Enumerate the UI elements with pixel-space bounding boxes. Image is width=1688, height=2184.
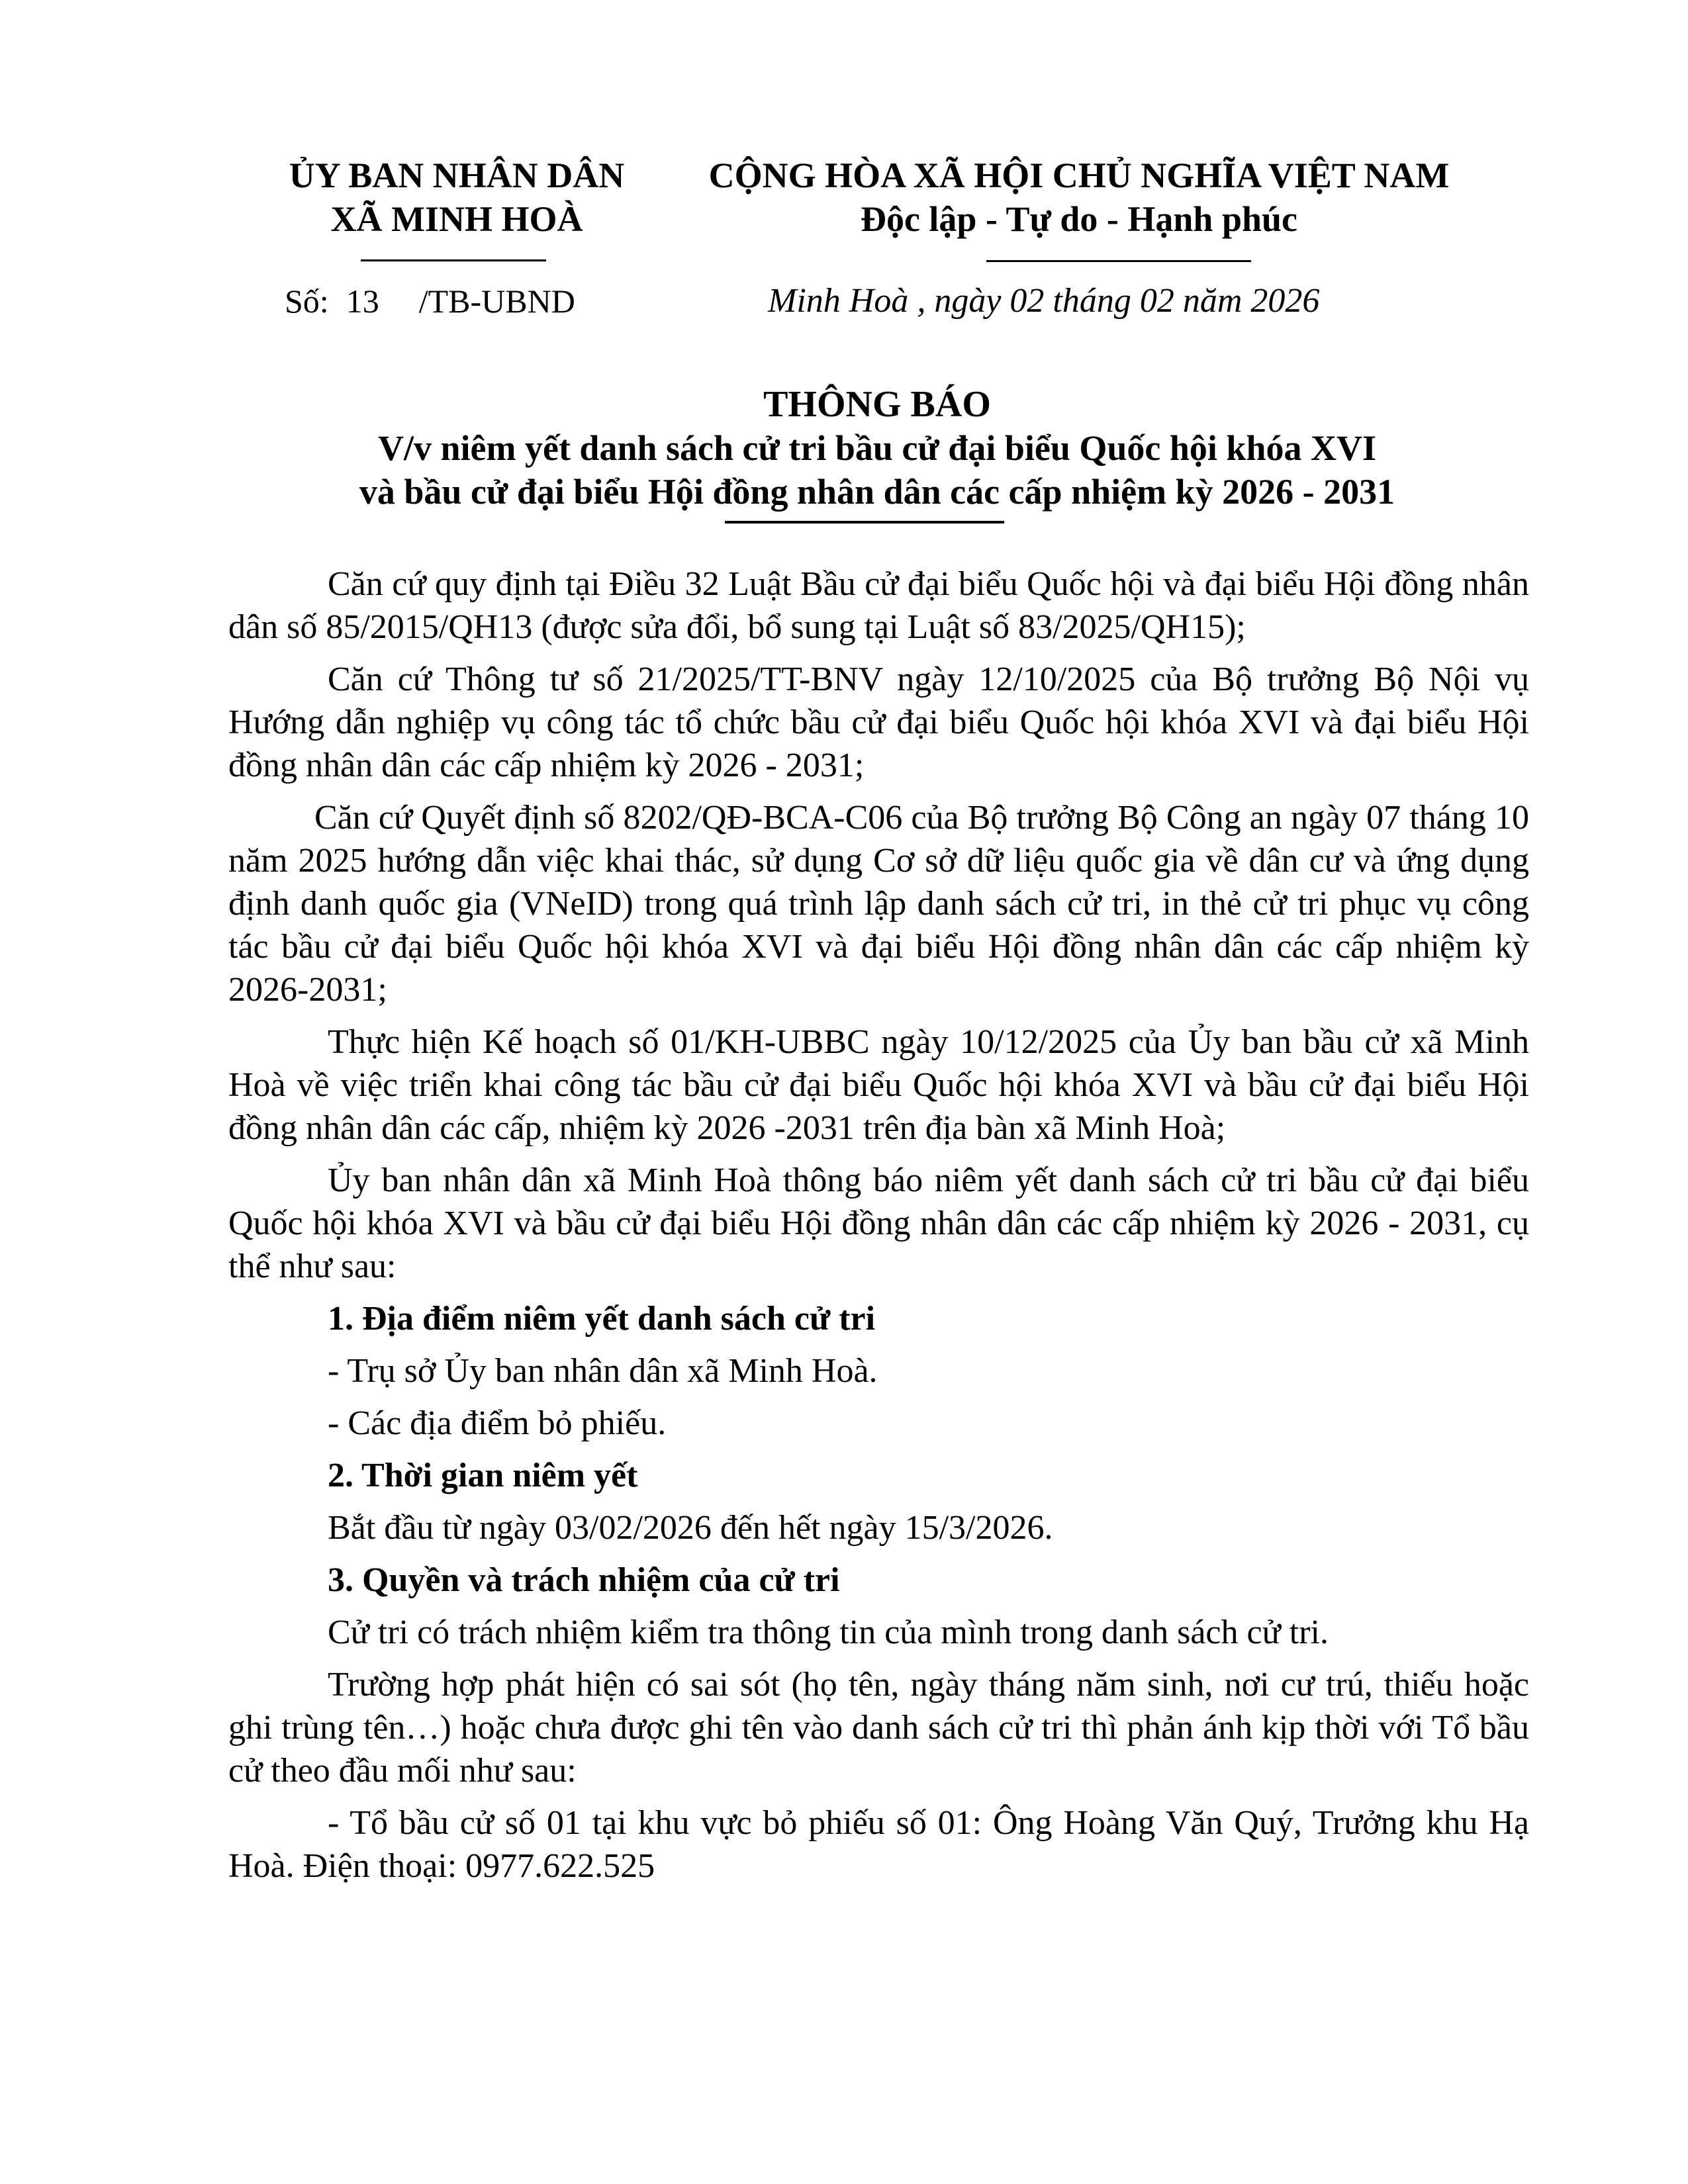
section-heading-posting-time: 2. Thời gian niêm yết <box>328 1457 638 1494</box>
list-item: Cử tri có trách nhiệm kiểm tra thông tin của mình trong danh sách cử tri. <box>328 1614 1329 1651</box>
document-title <box>218 383 1536 514</box>
issuing-authority <box>252 154 662 241</box>
section-heading-voter-rights: 3. Quyền và trách nhiệm của cử tri <box>328 1561 840 1599</box>
list-item: Bắt đầu từ ngày 03/02/2026 đến hết ngày 15/3/2026. <box>328 1509 1053 1547</box>
place-date: Minh Hoà , ngày 02 tháng 02 năm 2026 <box>768 282 1320 320</box>
authority-underline <box>361 259 546 261</box>
document-number-label: Số: <box>285 283 329 320</box>
body-paragraph: Trường hợp phát hiện có sai sót (họ tên, ngày tháng năm sinh, nơi cư trú, thiếu hoặc ghi trùng tên…) hoặc chưa được ghi tên vào danh sách cử tri thì phản ánh kịp thời với Tổ bầu cử theo đầu mối như sau: <box>228 1666 1529 1790</box>
list-item: - Các địa điểm bỏ phiếu. <box>328 1404 667 1442</box>
document-number-value: 13 <box>346 283 379 320</box>
contact-paragraph: - Tổ bầu cử số 01 tại khu vực bỏ phiếu số 01: Ông Hoàng Văn Quý, Trưởng khu Hạ Hoà. Điện thoại: 0977.622.525 <box>228 1804 1529 1885</box>
preamble-paragraph: Căn cứ Quyết định số 8202/QĐ-BCA-C06 của Bộ trưởng Bộ Công an ngày 07 tháng 10 năm 2025 hướng dẫn việc khai thác, sử dụng Cơ sở dữ liệu quốc gia về dân cư và ứng dụng định danh quốc gia (VNeID) trong quá trình lập danh sách cử tri, in thẻ cử tri phục vụ công tác bầu cử đại biểu Quốc hội khóa XVI và đại biểu Hội đồng nhân dân các cấp nhiệm kỳ 2026-2031; <box>228 799 1529 1009</box>
preamble-paragraph: Ủy ban nhân dân xã Minh Hoà thông báo niêm yết danh sách cử tri bầu cử đại biểu Quốc hội khóa XVI và bầu cử đại biểu Hội đồng nhân dân các cấp nhiệm kỳ 2026 - 2031, cụ thể như sau: <box>228 1161 1529 1285</box>
document-body <box>228 563 1529 1897</box>
authority-line-2: XÃ MINH HOÀ <box>330 199 583 239</box>
title-subject-line-2: và bầu cử đại biểu Hội đồng nhân dân các cấp nhiệm kỳ 2026 - 2031 <box>359 472 1395 512</box>
preamble-paragraph: Thực hiện Kế hoạch số 01/KH-UBBC ngày 10/12/2025 của Ủy ban bầu cử xã Minh Hoà về việc triển khai công tác bầu cử đại biểu Quốc hội khóa XVI và bầu cử đại biểu Hội đồng nhân dân các cấp, nhiệm kỳ 2026 -2031 trên địa bàn xã Minh Hoà; <box>228 1023 1529 1147</box>
title-subject-line-1: V/v niêm yết danh sách cử tri bầu cử đại biểu Quốc hội khóa XVI <box>378 428 1376 468</box>
motto-underline <box>986 260 1251 262</box>
title-underline <box>725 521 1004 523</box>
national-motto: Độc lập - Tự do - Hạnh phúc <box>860 199 1298 239</box>
authority-line-1: ỦY BAN NHÂN DÂN <box>289 156 625 195</box>
list-item: - Trụ sở Ủy ban nhân dân xã Minh Hoà. <box>328 1352 878 1390</box>
preamble-paragraph: Căn cứ quy định tại Điều 32 Luật Bầu cử đại biểu Quốc hội và đại biểu Hội đồng nhân dân số 85/2015/QH13 (được sửa đổi, bổ sung tại Luật số 83/2025/QH15); <box>228 565 1529 646</box>
preamble-paragraph: Căn cứ Thông tư số 21/2025/TT-BNV ngày 12/10/2025 của Bộ trưởng Bộ Nội vụ Hướng dẫn nghiệp vụ công tác tổ chức bầu cử đại biểu Quốc hội khóa XVI và đại biểu Hội đồng nhân dân các cấp nhiệm kỳ 2026 - 2031; <box>228 660 1529 784</box>
national-header <box>682 154 1476 241</box>
document-number <box>285 281 575 321</box>
country-name: CỘNG HÒA XÃ HỘI CHỦ NGHĨA VIỆT NAM <box>708 156 1450 195</box>
document-number-code: /TB-UBND <box>418 283 575 320</box>
section-heading-posting-location: 1. Địa điểm niêm yết danh sách cử tri <box>328 1300 876 1338</box>
title-main: THÔNG BÁO <box>763 384 991 425</box>
